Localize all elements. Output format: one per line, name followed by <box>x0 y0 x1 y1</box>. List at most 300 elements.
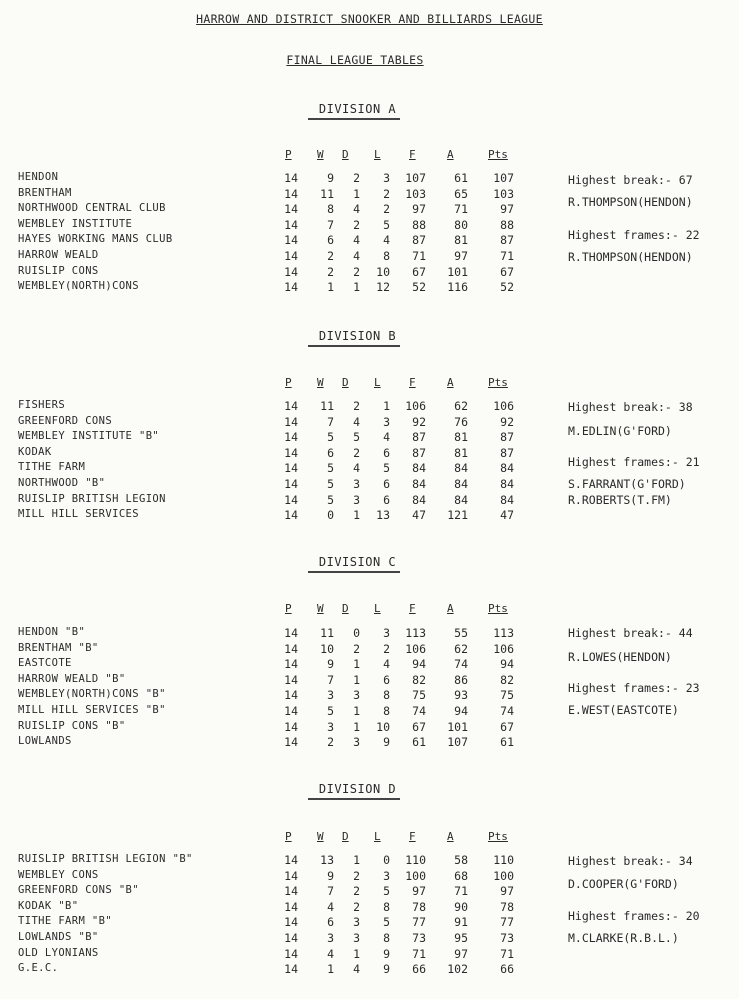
column-header-pts: Pts <box>488 602 508 615</box>
cell-l: 8 <box>383 899 390 914</box>
cell-w: 11 <box>320 186 334 201</box>
cell-w: 6 <box>327 233 334 248</box>
cell-p: 14 <box>284 476 298 491</box>
cell-w: 9 <box>327 868 334 883</box>
cell-l: 5 <box>383 884 390 899</box>
cell-f: 71 <box>412 946 426 961</box>
cell-l: 9 <box>383 962 390 977</box>
cell-d: 1 <box>353 186 360 201</box>
cell-a: 84 <box>454 492 468 507</box>
cell-w: 2 <box>327 248 334 263</box>
cell-pts: 100 <box>493 868 514 883</box>
column-header-pts: Pts <box>488 148 508 161</box>
cell-w: 5 <box>327 703 334 718</box>
cell-pts: 82 <box>500 672 514 687</box>
highest-break-label: Highest break:- 38 <box>568 400 693 414</box>
cell-w: 0 <box>327 508 334 523</box>
table-row <box>0 508 739 524</box>
table-row <box>0 720 739 736</box>
team-name: EASTCOTE <box>18 657 72 670</box>
column-header-d: D <box>342 148 349 161</box>
cell-w: 4 <box>327 946 334 961</box>
cell-p: 14 <box>284 657 298 672</box>
column-header-d: D <box>342 602 349 615</box>
cell-p: 14 <box>284 202 298 217</box>
cell-f: 103 <box>405 186 426 201</box>
column-header-w: W <box>317 376 324 389</box>
cell-pts: 71 <box>500 946 514 961</box>
cell-w: 2 <box>327 264 334 279</box>
cell-w: 5 <box>327 492 334 507</box>
team-name: HARROW WEALD <box>18 248 99 261</box>
team-name: WEMBLEY(NORTH)CONS <box>18 280 139 293</box>
cell-f: 97 <box>412 884 426 899</box>
highest-break-label: Highest break:- 34 <box>568 854 693 868</box>
column-header-f: F <box>409 376 416 389</box>
cell-p: 14 <box>284 719 298 734</box>
cell-w: 5 <box>327 476 334 491</box>
cell-d: 4 <box>353 233 360 248</box>
cell-a: 107 <box>447 735 468 750</box>
team-name: GREENFORD CONS "B" <box>18 884 139 897</box>
team-name: WEMBLEY INSTITUTE "B" <box>18 430 160 443</box>
column-header-l: L <box>374 376 381 389</box>
highest-frames-player: R.ROBERTS(T.FM) <box>568 493 672 507</box>
cell-f: 97 <box>412 202 426 217</box>
cell-a: 94 <box>454 703 468 718</box>
cell-l: 5 <box>383 217 390 232</box>
cell-a: 58 <box>454 853 468 867</box>
team-name: HENDON <box>18 171 59 183</box>
cell-l: 3 <box>383 171 390 185</box>
cell-pts: 97 <box>500 202 514 217</box>
highest-frames-player: R.THOMPSON(HENDON) <box>568 250 693 264</box>
cell-w: 7 <box>327 672 334 687</box>
cell-l: 8 <box>383 703 390 718</box>
cell-w: 3 <box>327 688 334 703</box>
cell-w: 10 <box>320 641 334 656</box>
cell-w: 7 <box>327 884 334 899</box>
cell-p: 14 <box>284 915 298 930</box>
highest-break-player: R.THOMPSON(HENDON) <box>568 195 693 209</box>
cell-a: 61 <box>454 171 468 185</box>
cell-p: 14 <box>284 171 298 185</box>
cell-a: 86 <box>454 672 468 687</box>
cell-f: 92 <box>412 414 426 429</box>
cell-pts: 106 <box>493 641 514 656</box>
cell-f: 61 <box>412 735 426 750</box>
cell-d: 2 <box>353 884 360 899</box>
cell-l: 2 <box>383 641 390 656</box>
team-name: LOWLANDS "B" <box>18 930 99 943</box>
team-name: MILL HILL SERVICES "B" <box>18 703 166 716</box>
cell-d: 5 <box>353 430 360 445</box>
cell-d: 2 <box>353 171 360 185</box>
cell-pts: 47 <box>500 508 514 523</box>
cell-f: 82 <box>412 672 426 687</box>
cell-f: 75 <box>412 688 426 703</box>
cell-pts: 84 <box>500 461 514 476</box>
cell-a: 95 <box>454 930 468 945</box>
cell-a: 81 <box>454 445 468 460</box>
highest-break-player: M.EDLIN(G'FORD) <box>568 424 672 438</box>
cell-a: 90 <box>454 899 468 914</box>
cell-p: 14 <box>284 672 298 687</box>
cell-a: 68 <box>454 868 468 883</box>
cell-p: 14 <box>284 248 298 263</box>
cell-l: 4 <box>383 430 390 445</box>
cell-d: 3 <box>353 476 360 491</box>
cell-d: 3 <box>353 915 360 930</box>
cell-p: 14 <box>284 688 298 703</box>
cell-d: 2 <box>353 868 360 883</box>
cell-p: 14 <box>284 461 298 476</box>
cell-l: 1 <box>383 399 390 413</box>
cell-p: 14 <box>284 899 298 914</box>
cell-w: 3 <box>327 719 334 734</box>
cell-d: 4 <box>353 414 360 429</box>
cell-pts: 107 <box>493 171 514 185</box>
cell-f: 113 <box>405 626 426 640</box>
cell-l: 5 <box>383 461 390 476</box>
cell-f: 71 <box>412 248 426 263</box>
cell-p: 14 <box>284 853 298 867</box>
column-header-l: L <box>374 830 381 843</box>
cell-p: 14 <box>284 735 298 750</box>
cell-w: 9 <box>327 171 334 185</box>
cell-a: 116 <box>447 280 468 295</box>
cell-d: 2 <box>353 445 360 460</box>
team-name: HAYES WORKING MANS CLUB <box>18 233 173 246</box>
cell-f: 66 <box>412 962 426 977</box>
cell-a: 91 <box>454 915 468 930</box>
cell-pts: 88 <box>500 217 514 232</box>
cell-f: 106 <box>405 641 426 656</box>
column-header-w: W <box>317 148 324 161</box>
team-name: NORTHWOOD "B" <box>18 476 106 489</box>
cell-w: 6 <box>327 915 334 930</box>
cell-f: 47 <box>412 508 426 523</box>
cell-d: 1 <box>353 672 360 687</box>
cell-f: 84 <box>412 461 426 476</box>
cell-w: 4 <box>327 899 334 914</box>
cell-pts: 71 <box>500 248 514 263</box>
cell-a: 101 <box>447 264 468 279</box>
cell-pts: 67 <box>500 264 514 279</box>
column-header-a: A <box>447 148 454 161</box>
cell-p: 14 <box>284 399 298 413</box>
page-subtitle: FINAL LEAGUE TABLES <box>286 53 424 67</box>
team-name: WEMBLEY CONS <box>18 868 99 881</box>
cell-w: 2 <box>327 735 334 750</box>
cell-f: 110 <box>405 853 426 867</box>
team-name: HARROW WEALD "B" <box>18 672 126 685</box>
cell-l: 6 <box>383 492 390 507</box>
cell-l: 2 <box>383 202 390 217</box>
cell-f: 88 <box>412 217 426 232</box>
cell-l: 10 <box>376 264 390 279</box>
cell-p: 14 <box>284 492 298 507</box>
cell-pts: 78 <box>500 899 514 914</box>
cell-p: 14 <box>284 414 298 429</box>
cell-d: 3 <box>353 688 360 703</box>
cell-d: 2 <box>353 399 360 413</box>
cell-a: 102 <box>447 962 468 977</box>
cell-pts: 106 <box>493 399 514 413</box>
cell-w: 3 <box>327 930 334 945</box>
table-row <box>0 735 739 751</box>
cell-f: 52 <box>412 280 426 295</box>
cell-l: 2 <box>383 186 390 201</box>
cell-a: 62 <box>454 641 468 656</box>
cell-w: 1 <box>327 962 334 977</box>
division-title: DIVISION D <box>318 782 397 796</box>
column-header-a: A <box>447 376 454 389</box>
cell-l: 5 <box>383 915 390 930</box>
cell-l: 8 <box>383 248 390 263</box>
cell-pts: 67 <box>500 719 514 734</box>
cell-a: 65 <box>454 186 468 201</box>
cell-l: 9 <box>383 735 390 750</box>
cell-l: 10 <box>376 719 390 734</box>
cell-p: 14 <box>284 930 298 945</box>
column-header-pts: Pts <box>488 376 508 389</box>
column-header-a: A <box>447 830 454 843</box>
cell-pts: 84 <box>500 476 514 491</box>
cell-f: 78 <box>412 899 426 914</box>
column-header-w: W <box>317 830 324 843</box>
cell-a: 80 <box>454 217 468 232</box>
cell-f: 87 <box>412 233 426 248</box>
team-name: WEMBLEY(NORTH)CONS "B" <box>18 688 166 701</box>
column-header-pts: Pts <box>488 830 508 843</box>
cell-p: 14 <box>284 703 298 718</box>
column-header-p: P <box>285 376 292 389</box>
cell-l: 8 <box>383 930 390 945</box>
cell-f: 73 <box>412 930 426 945</box>
column-header-p: P <box>285 830 292 843</box>
cell-d: 1 <box>353 719 360 734</box>
highest-frames-player: E.WEST(EASTCOTE) <box>568 703 679 717</box>
cell-d: 2 <box>353 217 360 232</box>
cell-a: 97 <box>454 946 468 961</box>
cell-p: 14 <box>284 264 298 279</box>
cell-d: 2 <box>353 264 360 279</box>
cell-a: 81 <box>454 430 468 445</box>
cell-d: 4 <box>353 248 360 263</box>
column-header-f: F <box>409 148 416 161</box>
cell-f: 94 <box>412 657 426 672</box>
cell-pts: 87 <box>500 430 514 445</box>
cell-f: 67 <box>412 719 426 734</box>
cell-l: 12 <box>376 280 390 295</box>
cell-pts: 61 <box>500 735 514 750</box>
cell-l: 9 <box>383 946 390 961</box>
cell-l: 3 <box>383 868 390 883</box>
cell-p: 14 <box>284 868 298 883</box>
table-row <box>0 265 739 281</box>
cell-pts: 87 <box>500 233 514 248</box>
cell-d: 3 <box>353 930 360 945</box>
cell-p: 14 <box>284 626 298 640</box>
team-name: RUISLIP CONS <box>18 264 99 277</box>
team-name: RUISLIP CONS "B" <box>18 719 126 732</box>
cell-d: 1 <box>353 508 360 523</box>
table-row <box>0 962 739 978</box>
highest-break-label: Highest break:- 44 <box>568 626 693 640</box>
cell-a: 93 <box>454 688 468 703</box>
cell-w: 6 <box>327 445 334 460</box>
cell-d: 1 <box>353 946 360 961</box>
cell-d: 1 <box>353 703 360 718</box>
column-header-f: F <box>409 602 416 615</box>
cell-l: 6 <box>383 476 390 491</box>
division-title-underline <box>308 571 400 573</box>
cell-pts: 77 <box>500 915 514 930</box>
cell-d: 2 <box>353 899 360 914</box>
cell-p: 14 <box>284 430 298 445</box>
cell-l: 6 <box>383 672 390 687</box>
cell-f: 84 <box>412 476 426 491</box>
team-name: WEMBLEY INSTITUTE <box>18 217 133 230</box>
cell-w: 1 <box>327 280 334 295</box>
cell-d: 1 <box>353 280 360 295</box>
cell-a: 97 <box>454 248 468 263</box>
cell-l: 0 <box>383 853 390 867</box>
team-name: OLD LYONIANS <box>18 946 99 959</box>
column-header-d: D <box>342 830 349 843</box>
league-title: HARROW AND DISTRICT SNOOKER AND BILLIARDS LEAGUE <box>196 12 543 26</box>
highest-frames-label: Highest frames:- 22 <box>568 228 700 242</box>
cell-pts: 103 <box>493 186 514 201</box>
cell-d: 4 <box>353 962 360 977</box>
team-name: LOWLANDS <box>18 735 72 748</box>
cell-w: 11 <box>320 399 334 413</box>
cell-a: 55 <box>454 626 468 640</box>
cell-f: 74 <box>412 703 426 718</box>
cell-d: 0 <box>353 626 360 640</box>
highest-break-player: D.COOPER(G'FORD) <box>568 877 679 891</box>
cell-f: 100 <box>405 868 426 883</box>
cell-l: 3 <box>383 626 390 640</box>
cell-f: 87 <box>412 430 426 445</box>
cell-pts: 74 <box>500 703 514 718</box>
column-header-a: A <box>447 602 454 615</box>
cell-w: 9 <box>327 657 334 672</box>
cell-w: 13 <box>320 853 334 867</box>
team-name: BRENTHAM <box>18 186 72 199</box>
cell-pts: 94 <box>500 657 514 672</box>
team-name: NORTHWOOD CENTRAL CLUB <box>18 202 166 215</box>
team-name: TITHE FARM <box>18 461 86 474</box>
column-header-w: W <box>317 602 324 615</box>
cell-p: 14 <box>284 445 298 460</box>
cell-l: 3 <box>383 414 390 429</box>
cell-pts: 73 <box>500 930 514 945</box>
cell-d: 2 <box>353 641 360 656</box>
cell-a: 84 <box>454 476 468 491</box>
team-name: MILL HILL SERVICES <box>18 508 139 521</box>
cell-a: 71 <box>454 884 468 899</box>
cell-w: 5 <box>327 430 334 445</box>
cell-p: 14 <box>284 233 298 248</box>
cell-f: 106 <box>405 399 426 413</box>
team-name: FISHERS <box>18 399 66 411</box>
cell-w: 11 <box>320 626 334 640</box>
cell-pts: 110 <box>493 853 514 867</box>
cell-d: 3 <box>353 735 360 750</box>
highest-frames-player: S.FARRANT(G'FORD) <box>568 477 686 491</box>
cell-p: 14 <box>284 280 298 295</box>
team-name: RUISLIP BRITISH LEGION "B" <box>18 853 193 865</box>
highest-frames-label: Highest frames:- 21 <box>568 455 700 469</box>
cell-p: 14 <box>284 217 298 232</box>
column-header-f: F <box>409 830 416 843</box>
cell-p: 14 <box>284 641 298 656</box>
cell-d: 4 <box>353 461 360 476</box>
highest-frames-label: Highest frames:- 20 <box>568 909 700 923</box>
cell-d: 1 <box>353 657 360 672</box>
cell-pts: 52 <box>500 280 514 295</box>
cell-a: 71 <box>454 202 468 217</box>
division-title-underline <box>308 118 400 120</box>
team-name: KODAK <box>18 445 52 458</box>
cell-pts: 75 <box>500 688 514 703</box>
cell-p: 14 <box>284 946 298 961</box>
cell-f: 84 <box>412 492 426 507</box>
cell-l: 4 <box>383 657 390 672</box>
column-header-p: P <box>285 602 292 615</box>
cell-p: 14 <box>284 884 298 899</box>
highest-break-label: Highest break:- 67 <box>568 173 693 187</box>
cell-pts: 92 <box>500 414 514 429</box>
cell-d: 3 <box>353 492 360 507</box>
column-header-p: P <box>285 148 292 161</box>
division-title: DIVISION C <box>318 555 397 569</box>
cell-l: 13 <box>376 508 390 523</box>
cell-d: 1 <box>353 853 360 867</box>
cell-f: 77 <box>412 915 426 930</box>
table-row <box>0 280 739 296</box>
highest-frames-label: Highest frames:- 23 <box>568 681 700 695</box>
team-name: HENDON "B" <box>18 626 86 638</box>
cell-l: 4 <box>383 233 390 248</box>
cell-a: 101 <box>447 719 468 734</box>
cell-pts: 87 <box>500 445 514 460</box>
cell-w: 8 <box>327 202 334 217</box>
team-name: GREENFORD CONS <box>18 414 113 427</box>
team-name: G.E.C. <box>18 962 59 975</box>
cell-pts: 84 <box>500 492 514 507</box>
cell-w: 7 <box>327 414 334 429</box>
cell-f: 87 <box>412 445 426 460</box>
cell-w: 7 <box>327 217 334 232</box>
cell-f: 107 <box>405 171 426 185</box>
team-name: TITHE FARM "B" <box>18 915 113 928</box>
cell-p: 14 <box>284 508 298 523</box>
cell-p: 14 <box>284 962 298 977</box>
cell-a: 121 <box>447 508 468 523</box>
cell-l: 8 <box>383 688 390 703</box>
cell-f: 67 <box>412 264 426 279</box>
column-header-l: L <box>374 602 381 615</box>
table-row <box>0 947 739 963</box>
column-header-d: D <box>342 376 349 389</box>
division-title: DIVISION A <box>318 102 397 116</box>
cell-w: 5 <box>327 461 334 476</box>
cell-pts: 66 <box>500 962 514 977</box>
cell-a: 76 <box>454 414 468 429</box>
